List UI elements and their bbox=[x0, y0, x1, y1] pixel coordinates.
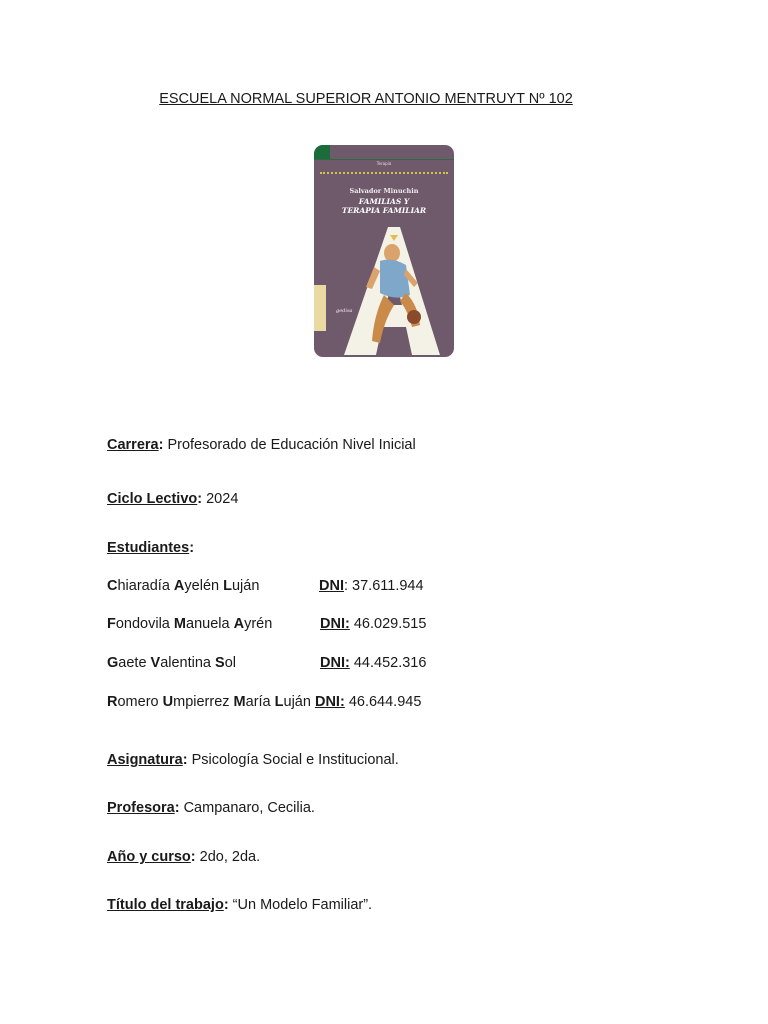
asignatura-value: Psicología Social e Institucional. bbox=[187, 752, 399, 768]
student-name bbox=[107, 694, 421, 710]
name-rest: uján bbox=[283, 694, 315, 710]
name-rest: yrén bbox=[244, 616, 273, 632]
name-rest: uján bbox=[231, 578, 260, 594]
name-rest: aría bbox=[245, 694, 275, 710]
dni-label: DNI bbox=[319, 578, 344, 594]
cover-series: Terapia bbox=[376, 161, 392, 166]
dni-value: 37.611.944 bbox=[352, 578, 424, 594]
name-rest: yelén bbox=[184, 578, 224, 594]
profesora-colon: : bbox=[174, 800, 180, 816]
dni-label: DNI: bbox=[314, 694, 345, 710]
name-initial: M bbox=[173, 616, 186, 632]
student-dni bbox=[320, 616, 426, 632]
student-name bbox=[107, 616, 272, 632]
name-initial: A bbox=[233, 616, 245, 632]
estudiantes-colon: : bbox=[189, 540, 195, 556]
name-rest: alentina bbox=[160, 655, 216, 671]
name-rest: hiaradía bbox=[117, 578, 174, 594]
profesora-value: Campanaro, Cecilia. bbox=[179, 800, 315, 816]
anio-curso-line bbox=[107, 849, 260, 865]
asignatura-label: Asignatura bbox=[107, 752, 183, 768]
ciclo-lectivo-colon: : bbox=[197, 491, 203, 507]
name-initial: F bbox=[107, 616, 116, 632]
estudiantes-label: Estudiantes bbox=[107, 540, 190, 556]
name-initial: V bbox=[150, 655, 161, 671]
asignatura-line bbox=[107, 752, 399, 768]
name-initial: U bbox=[162, 694, 174, 710]
student-name bbox=[107, 578, 259, 594]
titulo-trabajo-colon: : bbox=[223, 897, 229, 913]
titulo-trabajo-line bbox=[107, 897, 372, 913]
name-initial: G bbox=[107, 655, 119, 671]
anio-curso-colon: : bbox=[190, 849, 196, 865]
profesora-line bbox=[107, 800, 315, 816]
carrera-label: Carrera bbox=[107, 437, 159, 453]
page-title: ESCUELA NORMAL SUPERIOR ANTONIO MENTRUYT Nº 102 bbox=[159, 91, 573, 107]
name-rest: ondovila bbox=[115, 616, 174, 632]
name-rest: ol bbox=[224, 655, 236, 671]
student-name bbox=[107, 655, 236, 671]
name-rest: omero bbox=[117, 694, 163, 710]
name-initial: M bbox=[233, 694, 246, 710]
name-initial: L bbox=[223, 578, 232, 594]
name-rest: mpierrez bbox=[173, 694, 234, 710]
anio-curso-label: Año y curso bbox=[107, 849, 191, 865]
carrera-colon: : bbox=[158, 437, 164, 453]
dni-value: 44.452.316 bbox=[353, 655, 427, 671]
titulo-trabajo-label: Título del trabajo bbox=[107, 897, 224, 913]
name-initial: R bbox=[107, 694, 118, 710]
name-initial: L bbox=[274, 694, 284, 710]
dni-value: 46.644.945 bbox=[348, 694, 422, 710]
carrera-value: Profesorado de Educación Nivel Inicial bbox=[163, 437, 416, 453]
ciclo-lectivo-value: 2024 bbox=[202, 491, 239, 507]
student-dni bbox=[319, 578, 424, 594]
cover-title-line-2: TERAPIA FAMILIAR bbox=[341, 206, 427, 215]
dni-separator: : bbox=[343, 578, 353, 594]
name-rest: anuela bbox=[186, 616, 234, 632]
anio-curso-value: 2do, 2da. bbox=[195, 849, 261, 865]
name-rest: aete bbox=[118, 655, 151, 671]
cover-title-line-1: FAMILIAS Y bbox=[358, 197, 410, 206]
cover-publisher: gedisa bbox=[336, 308, 353, 314]
name-initial: A bbox=[173, 578, 185, 594]
ciclo-lectivo-label: Ciclo Lectivo bbox=[107, 491, 198, 507]
cover-letter-a-illustration bbox=[314, 145, 454, 357]
name-initial: C bbox=[107, 578, 118, 594]
dni-label: DNI: bbox=[320, 616, 350, 632]
ciclo-lectivo-line bbox=[107, 491, 238, 507]
carrera-line bbox=[107, 437, 416, 453]
dni-value: 46.029.515 bbox=[353, 616, 427, 632]
cover-author: Salvador Minuchin bbox=[349, 187, 419, 195]
titulo-trabajo-value: “Un Modelo Familiar”. bbox=[228, 897, 373, 913]
dni-label: DNI: bbox=[320, 655, 350, 671]
profesora-label: Profesora bbox=[107, 800, 175, 816]
asignatura-colon: : bbox=[182, 752, 188, 768]
student-dni bbox=[320, 655, 426, 671]
estudiantes-heading bbox=[107, 540, 194, 556]
book-cover-image bbox=[314, 145, 454, 357]
name-initial: S bbox=[215, 655, 225, 671]
